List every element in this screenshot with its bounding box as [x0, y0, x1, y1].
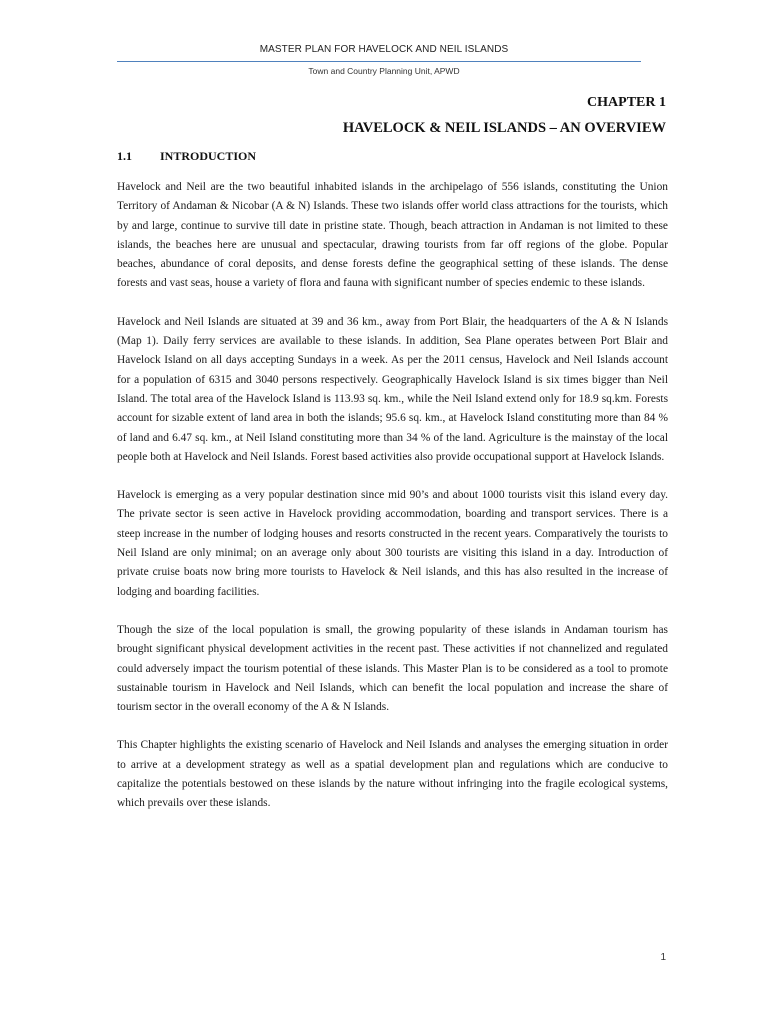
section-heading: [117, 149, 256, 164]
paragraph: Though the size of the local population is small, the growing popularity of these islands in Andaman tourism has brought significant physical development activities in the recent past. These activities if not channelized and regulated could adversely impact the tourism potential of these islands. This Master Plan is to be considered as a tool to promote sustainable tourism in Havelock and Neil Islands, which can benefit the local population and increase the share of tourism sector in the overall economy of the A & N Islands.: [117, 623, 668, 714]
running-header-title: MASTER PLAN FOR HAVELOCK AND NEIL ISLANDS: [259, 44, 509, 55]
header-divider: [117, 61, 641, 62]
paragraph: Havelock and Neil are the two beautiful inhabited islands in the archipelago of 556 islands, constituting the Union Territory of Andaman & Nicobar (A & N) Islands. These two islands offer world class attractions for the tourists, which by and large, continue to survive till date in pristine state. Though, beach attraction in Andaman is not limited to these islands, the beaches here are unusual and spectacular, drawing tourists from far off regions of the globe. Popular beaches, abundance of coral deposits, and dense forests define the geographical setting of these islands. The dense forests and vast seas, house a variety of flora and fauna with significant number of species endemic to these islands.: [117, 181, 668, 290]
running-header-subtitle: Town and Country Planning Unit, APWD: [308, 66, 460, 76]
body-text: [117, 178, 668, 833]
paragraph: This Chapter highlights the existing scenario of Havelock and Neil Islands and analyses the emerging situation in order to arrive at a development strategy as well as a spatial development plan and regulations which are conducive to capitalize the potentials bestowed on these islands by the nature without infringing into the fragile ecological systems, which prevails over these islands.: [117, 739, 668, 810]
section-number: 1.1: [117, 149, 132, 163]
chapter-title: HAVELOCK & NEIL ISLANDS – AN OVERVIEW: [342, 120, 666, 136]
paragraph: Havelock and Neil Islands are situated at 39 and 36 km., away from Port Blair, the headquarters of the A & N Islands (Map 1). Daily ferry services are available to these islands. In addition, Sea Plane operates between Port Blair and Havelock Island on all days accepting Sundays in a week. As per the 2011 census, Havelock and Neil Islands account for a population of 6315 and 3040 persons respectively. Geographically Havelock Island is six times bigger than Neil Island. The total area of the Havelock Island is 113.93 sq. km., while the Neil Island extend only for 18.9 sq.km. Forests account for sizable extent of land area in both the islands; 95.6 sq. km., at Havelock Island constituting more than 84 % of land and 6.47 sq. km., at Neil Island constituting more than 34 % of the land. Agriculture is the mainstay of the local people both at Havelock and Neil Islands. Forest based activities also provide occupational support at Havelock Islands.: [117, 315, 668, 463]
chapter-label: CHAPTER 1: [587, 95, 666, 110]
page-number: 1: [660, 952, 666, 963]
paragraph: Havelock is emerging as a very popular destination since mid 90’s and about 1000 tourists visit this island every day. The private sector is seen active in Havelock providing accommodation, boarding and transport services. There is a steep increase in the number of lodging houses and resorts constructed in the recent years. Comparatively the tourists to Neil Island are only minimal; on an average only about 300 tourists are visiting this island in a day. Introduction of private cruise boats now bring more tourists to Havelock & Neil islands, and this has also resulted in the increase of lodging and boarding facilities.: [117, 489, 668, 598]
section-title: INTRODUCTION: [160, 149, 257, 163]
